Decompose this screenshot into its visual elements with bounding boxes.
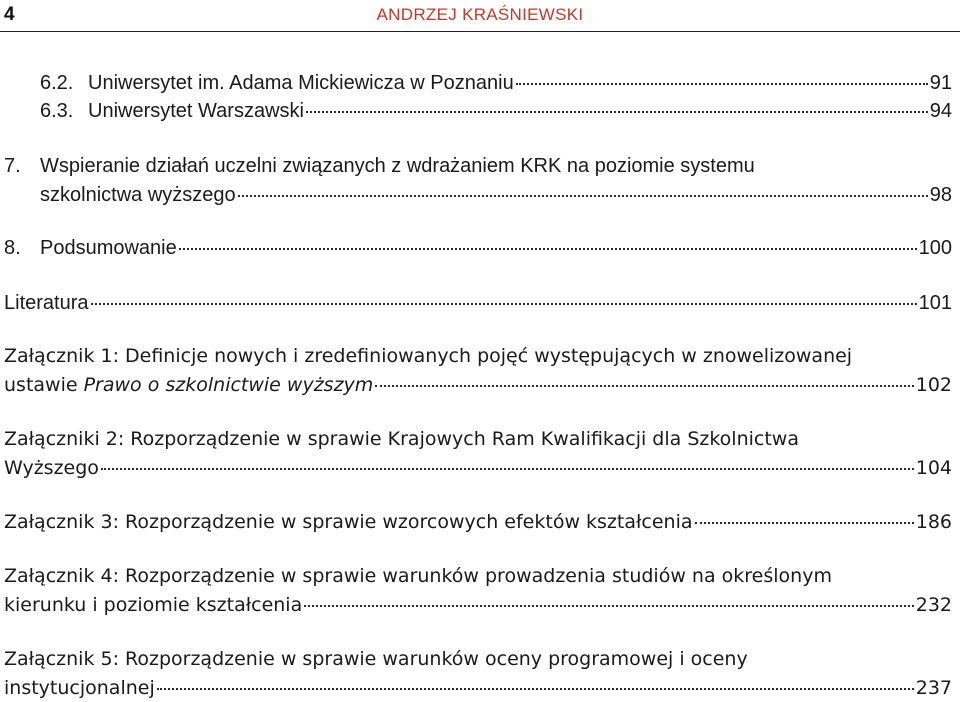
toc-leader-line: [40, 72, 952, 95]
toc-entry-title-line2: [4, 374, 373, 396]
toc-entry-number: 6.2.: [40, 72, 74, 94]
toc-entry-title-line2: instytucjonalnej: [4, 677, 155, 699]
toc-entry-title: Uniwersytet Warszawski: [88, 100, 304, 122]
toc-entry-title-line1: Wspieranie działań uczelni związanych z wdrażaniem KRK na poziomie systemu: [40, 155, 755, 177]
toc-entry-page: 94: [929, 100, 952, 122]
dot-leader: [304, 591, 914, 607]
dot-leader: [238, 181, 928, 197]
dot-leader: [306, 97, 928, 113]
dot-leader: [695, 508, 914, 524]
toc-leader-line: [4, 511, 952, 533]
toc-entry-number: 8.: [4, 237, 21, 259]
toc-entry-title: Uniwersytet im. Adama Mickiewicza w Poznaniu: [88, 72, 514, 94]
toc-leader-line: [40, 237, 952, 260]
toc-entry-title: Literatura: [4, 292, 89, 314]
toc-leader-line: [4, 594, 952, 616]
toc-entry-title-line2-plain: ustawie: [4, 374, 84, 396]
running-head-author: ANDRZEJ KRAŚNIEWSKI: [376, 5, 584, 24]
toc-entry-title-line2: kierunku i poziomie kształcenia: [4, 594, 303, 616]
header-rule: [0, 31, 960, 32]
toc-leader-line: [40, 100, 952, 123]
toc-entry-title: Załącznik 3: Rozporządzenie w sprawie wzorcowych efektów kształcenia: [4, 511, 693, 533]
dot-leader: [375, 371, 913, 387]
toc-entry-page: 101: [918, 292, 952, 314]
toc-leader-line: [40, 184, 952, 207]
dot-leader: [101, 454, 914, 470]
toc-entry-number: 7.: [4, 155, 21, 177]
dot-leader: [91, 289, 917, 305]
toc-entry-page: 104: [915, 457, 952, 479]
toc-entry-title: Podsumowanie: [40, 237, 177, 259]
dot-leader: [157, 674, 914, 690]
toc-leader-line: [4, 374, 952, 396]
toc-entry-page: 186: [915, 511, 952, 533]
toc-entry-title-line1: Załącznik 4: Rozporządzenie w sprawie warunków prowadzenia studiów na określonym: [4, 565, 832, 587]
toc-entry-page: 100: [918, 237, 952, 259]
toc-entry-page: 232: [915, 594, 952, 616]
toc-entry-page: 102: [915, 374, 952, 396]
dot-leader: [516, 69, 928, 85]
toc-entry-title-line2: szkolnictwa wyższego: [40, 184, 236, 206]
toc-entry-page: 91: [929, 72, 952, 94]
toc-entry-page: 98: [929, 184, 952, 206]
dot-leader: [179, 234, 917, 250]
toc-entry-title-line1: Załącznik 5: Rozporządzenie w sprawie warunków oceny programowej i oceny: [4, 648, 748, 670]
page-header: [0, 0, 960, 32]
toc-entry-title-line1: Załącznik 1: Definicje nowych i zredefiniowanych pojęć występujących w znowelizowanej: [4, 345, 853, 367]
toc-entry-title-line1: Załączniki 2: Rozporządzenie w sprawie Krajowych Ram Kwalifikacji dla Szkolnictwa: [4, 428, 799, 450]
page-number: 4: [4, 4, 15, 25]
toc-leader-line: [4, 457, 952, 479]
toc-entry-page: 237: [915, 677, 952, 699]
toc-leader-line: [4, 677, 952, 699]
toc-entry-title-line2: Wyższego: [4, 457, 99, 479]
toc-entry-number: 6.3.: [40, 100, 74, 122]
toc-entry-title-line2-italic: Prawo o szkolnictwie wyższym: [83, 374, 374, 396]
toc-leader-line: [4, 292, 952, 315]
